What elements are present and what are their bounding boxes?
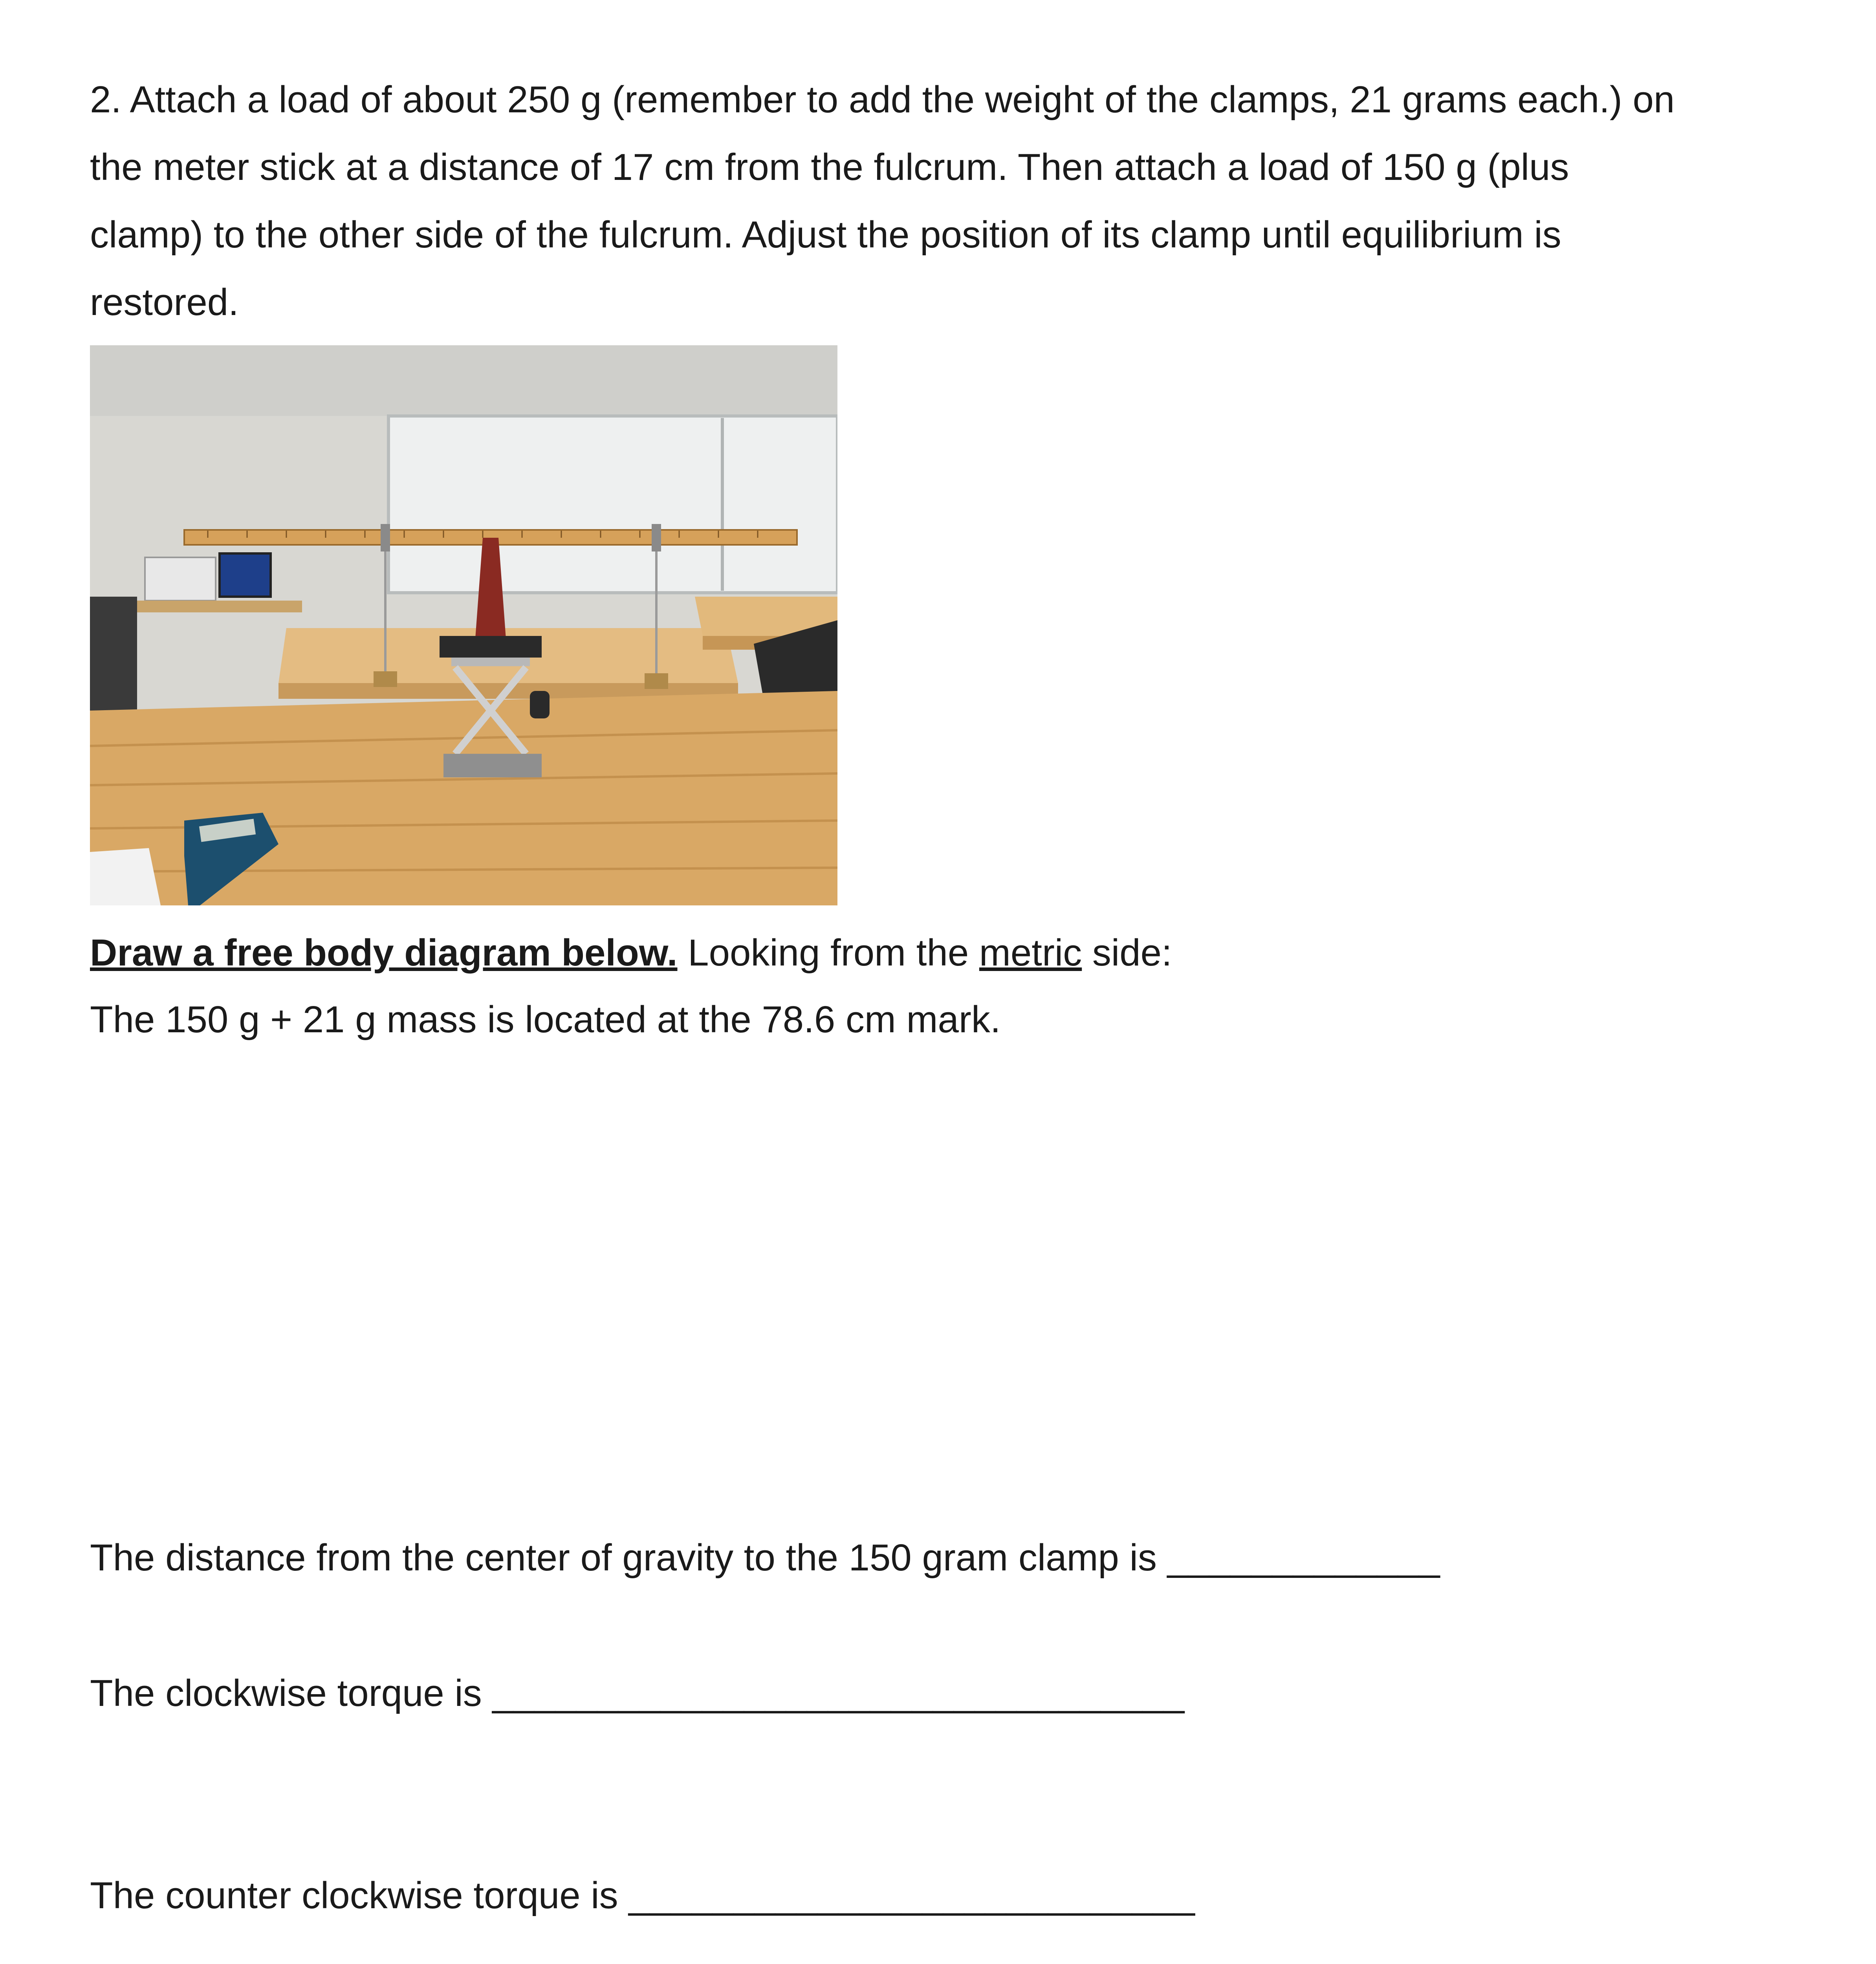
intro-line: 2. Attach a load of about 250 g (remember to add the weight of the clamps, 21 grams each.) on (90, 79, 1675, 121)
fbd-underlined-word: metric (979, 932, 1082, 974)
mass-location-text: The 150 g + 21 g mass is located at the 78.6 cm mark. (90, 998, 1001, 1041)
intro-line: clamp) to the other side of the fulcrum. Adjust the position of its clamp until equilibrium is (90, 214, 1561, 256)
intro-line: restored. (90, 281, 239, 323)
counter-clockwise-torque-question: The counter clockwise torque is ___________________________ (90, 1874, 1195, 1916)
lab-setup-photo (90, 345, 837, 905)
free-body-diagram-instruction (90, 919, 1172, 987)
distance-question: The distance from the center of gravity to the 150 gram clamp is _____________ (90, 1537, 1440, 1579)
intro-line: the meter stick at a distance of 17 cm from the fulcrum. Then attach a load of 150 g (plus (90, 146, 1569, 188)
fbd-text-before: Looking from the (677, 932, 979, 974)
intro-paragraph (90, 66, 1674, 336)
fbd-bold-label: Draw a free body diagram below. (90, 932, 678, 974)
clockwise-torque-question: The clockwise torque is _________________________________ (90, 1672, 1185, 1714)
fbd-text-after: side: (1082, 932, 1172, 974)
